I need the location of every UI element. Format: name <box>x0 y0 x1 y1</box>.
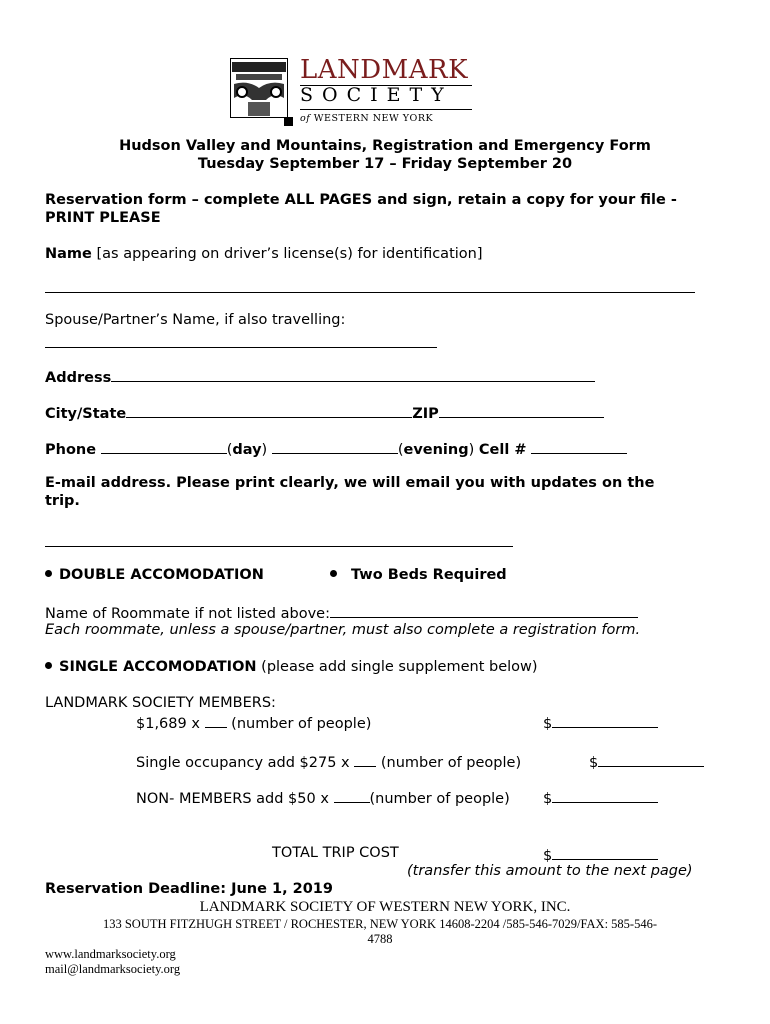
instructions-line2: PRINT PLEASE <box>45 210 161 226</box>
spouse-label: Spouse/Partner’s Name, if also travelling: <box>45 312 346 328</box>
two-beds-option[interactable] <box>330 567 507 583</box>
nonmember-count-input-line[interactable] <box>334 788 370 803</box>
name-label-row <box>45 246 483 262</box>
single-bullet-icon <box>45 662 52 669</box>
member-dollar: $ <box>543 716 553 732</box>
phone-day-label: day <box>232 442 262 458</box>
phone-evening-input-line[interactable] <box>272 439 398 454</box>
footer-address-line1: 133 SOUTH FITZHUGH STREET / ROCHESTER, NEW YORK 14608-2204 /585-546-7029/FAX: 585-546- <box>102 917 658 931</box>
name-note: [as appearing on driver’s license(s) for identification] <box>96 246 483 262</box>
nonmember-people-label: (number of people) <box>369 791 510 807</box>
roommate-note: Each roommate, unless a spouse/partner, must also complete a registration form. <box>45 622 641 638</box>
cell-label: Cell # <box>478 442 527 458</box>
instructions-line1: Reservation form – complete ALL PAGES and sign, retain a copy for your file - <box>45 192 677 208</box>
address-input-line[interactable] <box>111 367 595 382</box>
member-people-label: (number of people) <box>231 716 372 732</box>
name-label: Name <box>45 246 92 262</box>
single-amount-input-line[interactable] <box>598 752 704 767</box>
roommate-input-line[interactable] <box>330 603 638 618</box>
nonmember-dollar: $ <box>543 791 553 807</box>
nonmember-label: NON- MEMBERS add $50 x <box>136 791 329 807</box>
email-label-line1: E-mail address. Please print clearly, we will email you with updates on the <box>45 475 655 491</box>
total-amount-input-line[interactable] <box>552 845 658 860</box>
roommate-label: Name of Roommate if not listed above: <box>45 606 330 622</box>
member-count-input-line[interactable] <box>205 713 227 728</box>
footer-address-line2: 4788 <box>367 932 393 946</box>
name-input-line[interactable] <box>45 292 695 293</box>
member-price-label: $1,689 x <box>136 716 200 732</box>
member-price-row <box>136 713 371 732</box>
logo-tagline-of: of <box>300 113 311 124</box>
nonmember-row <box>136 788 510 807</box>
city-row <box>45 403 604 422</box>
logo <box>230 55 480 127</box>
nonmember-amount-input-line[interactable] <box>552 788 658 803</box>
roommate-row <box>45 603 638 622</box>
single-label: SINGLE ACCOMODATION <box>59 659 257 675</box>
two-beds-label: Two Beds Required <box>351 567 507 583</box>
footer-website-link[interactable]: www.landmarksociety.org <box>45 947 176 961</box>
member-amount <box>543 713 658 732</box>
phone-row: Phone (day) (evening) Cell # <box>45 439 627 458</box>
single-amount <box>589 752 704 771</box>
email-input-line[interactable] <box>45 546 513 547</box>
logo-rule-bottom <box>300 109 472 110</box>
members-label: LANDMARK SOCIETY MEMBERS: <box>45 695 276 711</box>
single-option[interactable] <box>45 659 538 675</box>
single-dollar: $ <box>589 755 599 771</box>
footer-org: LANDMARK SOCIETY OF WESTERN NEW YORK, INC. <box>199 899 571 915</box>
zip-input-line[interactable] <box>439 403 604 418</box>
single-note: (please add single supplement below) <box>261 659 538 675</box>
email-label-line2: trip. <box>45 493 80 509</box>
logo-square <box>284 117 293 126</box>
single-people-label: (number of people) <box>380 755 522 771</box>
phone-label: Phone <box>45 442 97 458</box>
city-label: City/State <box>45 406 127 422</box>
zip-label: ZIP <box>412 406 439 422</box>
single-occupancy-row <box>136 752 521 771</box>
city-input-line[interactable] <box>126 403 412 418</box>
logo-tagline-text: WESTERN NEW YORK <box>313 113 434 124</box>
spouse-input-line[interactable] <box>45 347 437 348</box>
double-option[interactable] <box>45 567 264 583</box>
total-dollar: $ <box>543 848 553 864</box>
phone-evening-label: evening <box>403 442 469 458</box>
single-occupancy-label: Single occupancy add $275 x <box>136 755 350 771</box>
logo-tagline <box>300 113 433 124</box>
double-label: DOUBLE ACCOMODATION <box>59 567 264 583</box>
single-count-input-line[interactable] <box>354 752 376 767</box>
double-bullet-icon <box>45 570 52 577</box>
member-amount-input-line[interactable] <box>552 713 658 728</box>
address-row <box>45 367 595 386</box>
footer-email-link[interactable]: mail@landmarksociety.org <box>45 962 181 976</box>
logo-society: SOCIETY <box>300 84 453 106</box>
nonmember-amount <box>543 788 658 807</box>
form-dates: Tuesday September 17 – Friday September 20 <box>197 156 573 172</box>
two-beds-bullet-icon <box>330 570 337 577</box>
phone-day-input-line[interactable] <box>101 439 227 454</box>
form-title: Hudson Valley and Mountains, Registration and Emergency Form <box>119 138 651 154</box>
total-amount <box>543 845 658 864</box>
transfer-note: (transfer this amount to the next page) <box>407 863 693 879</box>
total-label: TOTAL TRIP COST <box>272 845 399 861</box>
address-label: Address <box>45 370 112 386</box>
logo-name: LANDMARK <box>300 55 469 85</box>
cell-input-line[interactable] <box>531 439 627 454</box>
reservation-deadline: Reservation Deadline: June 1, 2019 <box>45 881 333 897</box>
column-capital-icon <box>230 58 288 118</box>
